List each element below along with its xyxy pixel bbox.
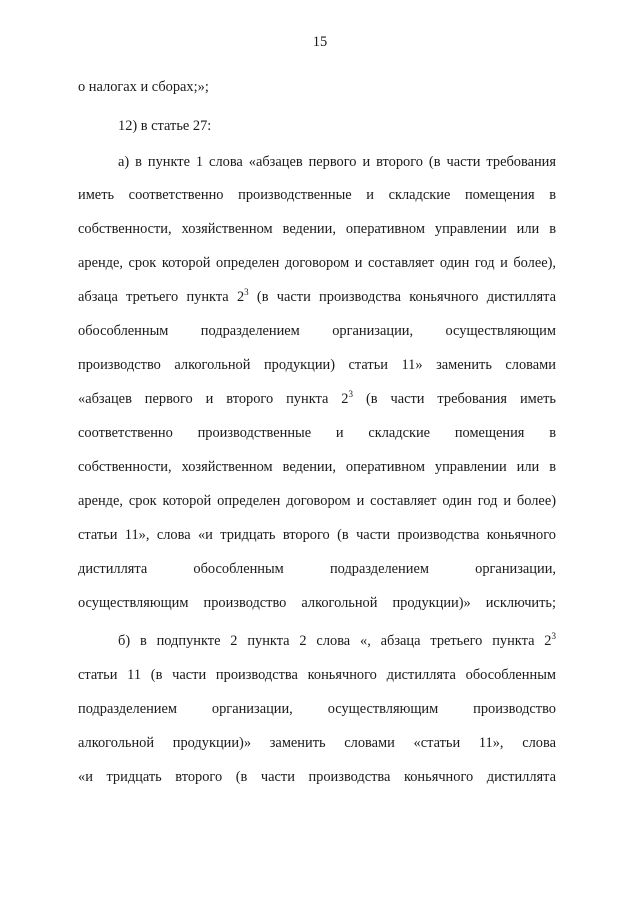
text-line: алкогольной продукции)» заменить словами «статьи 11», слова (78, 735, 556, 751)
text-line-with-superscript (118, 632, 556, 650)
text-line: подразделением организации, осуществляющим производство (78, 701, 556, 717)
text-line: дистиллята обособленным подразделением организации, (78, 561, 556, 577)
superscript: 3 (348, 389, 353, 399)
superscript: 3 (551, 631, 556, 641)
text-line: статьи 11 (в части производства коньячного дистиллята обособленным (78, 667, 556, 683)
text-line: осуществляющим производство алкогольной продукции)» исключить; (78, 595, 556, 611)
page-number: 15 (312, 34, 328, 50)
text-line: а) в пункте 1 слова «абзацев первого и второго (в части требования (118, 154, 556, 170)
text-line: о налогах и сборах;»; (78, 79, 209, 95)
text-fragment: б) в подпункте 2 пункта 2 слова «, абзаца третьего пункта 2 (118, 633, 552, 649)
text-line-with-superscript (78, 288, 556, 306)
text-line-with-superscript (78, 390, 556, 408)
text-fragment: «абзацев первого и второго пункта 2 (78, 391, 349, 407)
text-line: аренде, срок которой определен договором и составляет один год и более), (78, 255, 556, 271)
text-fragment: абзаца третьего пункта 2 (78, 289, 245, 305)
text-line: собственности, хозяйственном ведении, оперативном управлении или в (78, 221, 556, 237)
text-fragment: (в части требования иметь (353, 391, 556, 407)
text-line: аренде, срок которой определен договором и составляет один год и более) (78, 493, 556, 509)
text-line: производство алкогольной продукции) статьи 11» заменить словами (78, 357, 556, 373)
superscript: 3 (244, 287, 249, 297)
text-line: «и тридцать второго (в части производства коньячного дистиллята (78, 769, 556, 785)
text-line: собственности, хозяйственном ведении, оперативном управлении или в (78, 459, 556, 475)
text-line: иметь соответственно производственные и складские помещения в (78, 187, 556, 203)
text-fragment: (в части производства коньячного дистиллята (248, 289, 556, 305)
text-line: статьи 11», слова «и тридцать второго (в части производства коньячного (78, 527, 556, 543)
text-line: 12) в статье 27: (118, 118, 212, 134)
text-line: обособленным подразделением организации, осуществляющим (78, 323, 556, 339)
text-line: соответственно производственные и складские помещения в (78, 425, 556, 441)
